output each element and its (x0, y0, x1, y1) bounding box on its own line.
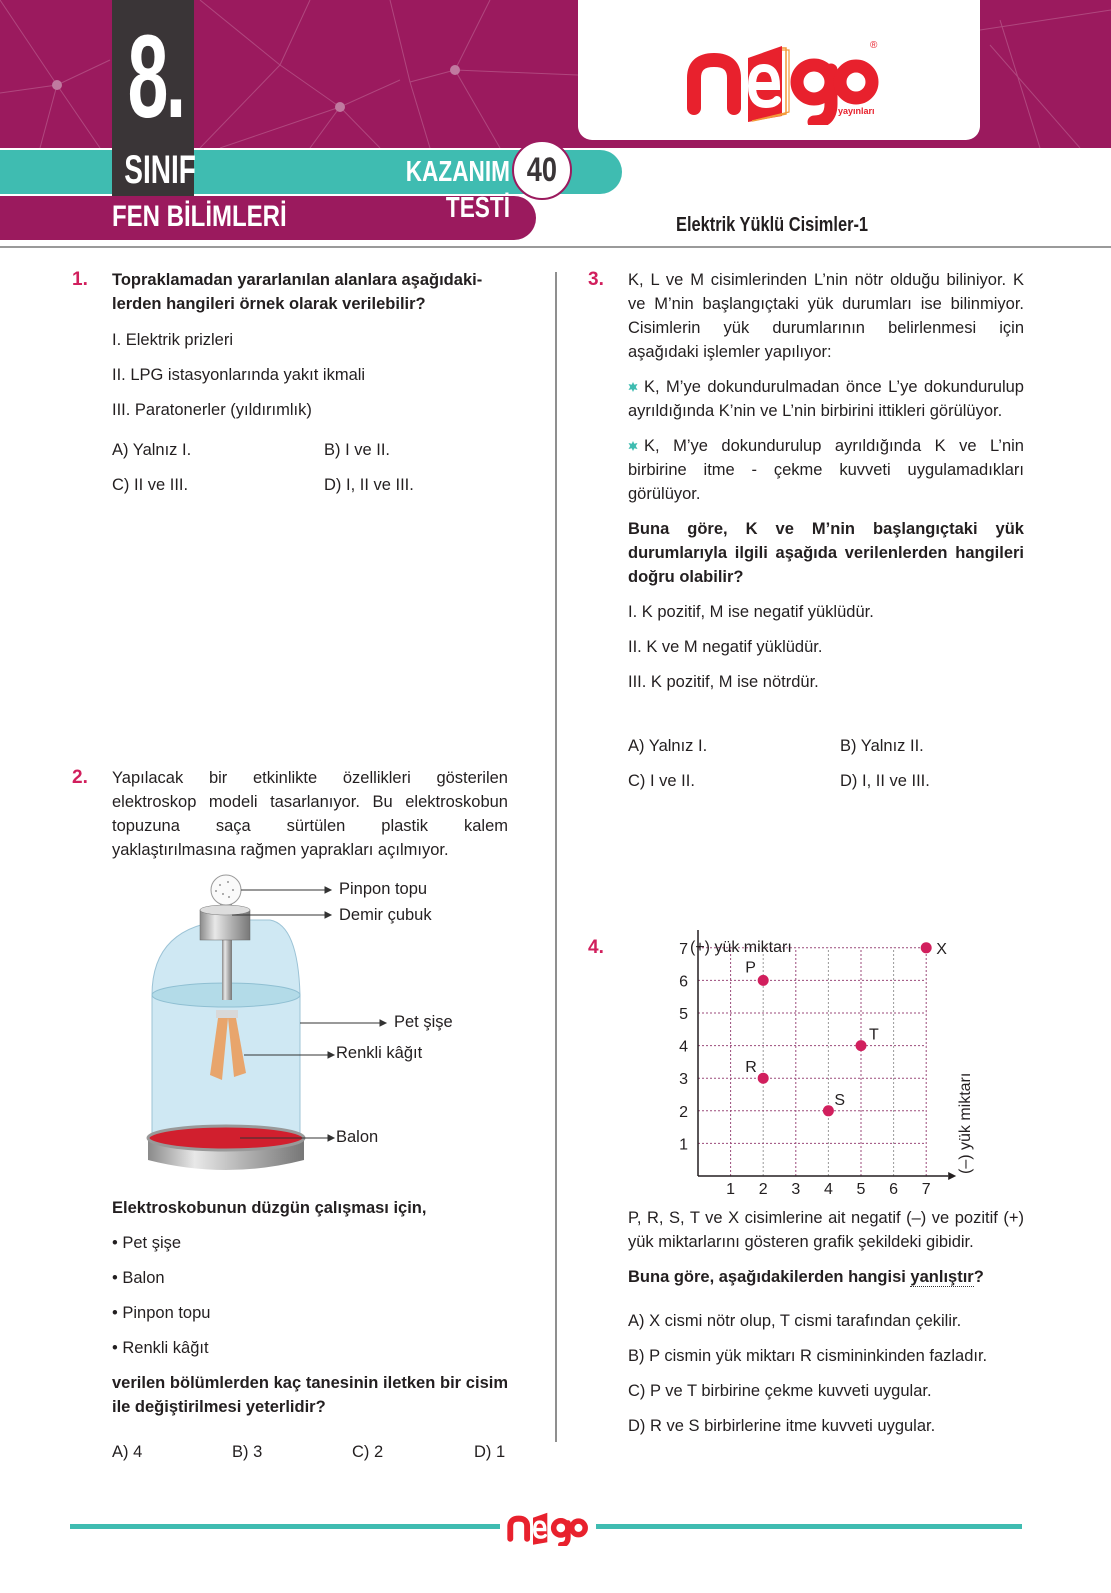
question-stem-line: Topraklamadan yararlanılan alanlara aşağıdaki- (112, 271, 483, 289)
y-tick-label: 1 (679, 1136, 688, 1154)
bullet-item: • Balon (112, 1269, 165, 1287)
y-axis-label: (+) yük miktarı (690, 939, 792, 956)
star-bullet-icon (628, 441, 638, 451)
step-item: K, M’ye dokundurulmadan önce L’ye dokundurulup ayrıldığında K’nin ve L’nin birbirini ittikleri görülüyor. (628, 378, 1024, 420)
grade-badge (112, 0, 194, 196)
bullet-item: • Renkli kâğıt (112, 1339, 209, 1357)
x-tick-label: 5 (856, 1181, 866, 1195)
x-tick-label: 1 (726, 1181, 736, 1195)
question-text: Buna göre, aşağıdakilerden hangisi yanlıştır? (628, 1268, 984, 1286)
statement-item: III. K pozitif, M ise nötrdür. (628, 673, 819, 691)
question-stem: Yapılacak bir etkinlikte özellikleri gösterilen elektroskop modeli tasarlanıyor. Bu elektroskobun topuzuna saça sürtülen plastik kalem yaklaştırılmasına rağmen yaprakları açılmıyor. (112, 769, 508, 859)
bullet-item: • Pinpon topu (112, 1304, 211, 1322)
data-point-label: R (745, 1059, 757, 1077)
question-number: 2. (72, 767, 88, 788)
statement-item: II. LPG istasyonlarında yakıt ikmali (112, 366, 366, 384)
charge-chart (660, 930, 1000, 1195)
subject-title: FEN BİLİMLERİ (112, 200, 287, 233)
y-tick-label: 7 (679, 940, 688, 958)
data-point-x (921, 942, 932, 953)
data-point-label: S (834, 1091, 846, 1109)
data-point-t (856, 1040, 867, 1051)
x-axis-arrow-icon (948, 1172, 956, 1180)
x-axis-label: (–) yük miktarı (957, 1072, 975, 1174)
y-tick-label: 6 (679, 973, 688, 991)
question-lead: Elektroskobunun düzgün çalışması için, (112, 1199, 427, 1217)
y-tick-label: 3 (679, 1071, 688, 1089)
question-text: Buna göre, K ve M’nin başlangıçtaki yük durumlarıyla ilgili aşağıda verilenlerden hangileri doğru olabilir? (628, 520, 1024, 586)
answer-option-c[interactable]: C) 2 (352, 1443, 384, 1461)
question-stem: K, L ve M cisimlerinden L’nin nötr olduğu biliniyor. K ve M’nin başlangıçtaki yük durumları ise bilinmiyor. Cisimlerin yük durumlarının belirlenmesi için aşağıdaki işlemler yapılıyor: (628, 271, 1024, 361)
grade-label: SINIF (124, 148, 196, 192)
answer-option-a[interactable]: A) 4 (112, 1443, 143, 1461)
statement-item: I. K pozitif, M ise negatif yüklüdür. (628, 603, 874, 621)
emphasis-word: yanlıştır (910, 1268, 974, 1286)
step-item: K, M’ye dokundurulup ayrıldığında K ve L’nin birbirine itme - çekme kuvveti uygulamadıkları görülüyor. (628, 437, 1024, 503)
electroscope-diagram (130, 870, 480, 1190)
star-bullet-icon (628, 382, 638, 392)
x-tick-label: 4 (823, 1181, 833, 1195)
statement-item: I. Elektrik prizleri (112, 331, 234, 349)
bullet-item: • Pet şişe (112, 1234, 182, 1252)
footer-line-right (596, 1524, 1022, 1529)
x-tick-label: 2 (758, 1181, 768, 1195)
grade-number: 8. (127, 11, 184, 143)
data-point-s (823, 1105, 834, 1116)
question-description: P, R, S, T ve X cisimlerine ait negatif (–) ve pozitif (+) yük miktarlarını gösteren grafik şekildeki gibidir. (628, 1209, 1024, 1251)
diagram-label-paper: Renkli kâğıt (336, 1044, 423, 1062)
test-title: KAZANIM TESTİ (405, 156, 510, 224)
chart-points (745, 941, 947, 1117)
data-point-label: X (936, 940, 947, 958)
test-number-badge (512, 140, 572, 200)
x-tick-label: 7 (921, 1181, 931, 1195)
question-number: 3. (588, 269, 604, 290)
brand-logo-card (578, 0, 980, 140)
question-number: 4. (588, 937, 604, 958)
x-tick-label: 6 (889, 1181, 899, 1195)
question-stem-line: lerden hangileri örnek olarak verilebilir? (112, 295, 426, 313)
diagram-label-bottle: Pet şişe (394, 1013, 453, 1031)
y-tick-label: 4 (679, 1038, 688, 1056)
test-number: 40 (526, 150, 558, 189)
svg-text:yayınları: yayınları (838, 106, 875, 116)
answer-option-d[interactable]: D) I, II ve III. (840, 772, 930, 790)
y-tick-label: 2 (679, 1103, 688, 1121)
question-4-body (628, 1206, 1024, 1438)
answer-option-b[interactable]: B) Yalnız II. (840, 737, 924, 755)
question-number: 1. (72, 269, 88, 290)
answer-option-d[interactable]: D) R ve S birbirlerine itme kuvveti uygular. (628, 1417, 936, 1435)
footer-line-left (70, 1524, 500, 1529)
answer-option-b[interactable]: B) P cismin yük miktarı R cismininkinden fazladır. (628, 1347, 988, 1365)
diagram-label-pinpon: Pinpon topu (339, 880, 428, 898)
answer-option-b[interactable]: B) I ve II. (324, 441, 391, 459)
chart-grid (698, 948, 926, 1176)
answer-option-a[interactable]: A) X cismi nötr olup, T cismi tarafından çekilir. (628, 1312, 962, 1330)
header-divider (0, 246, 1111, 248)
chart-axes (694, 930, 956, 1180)
diagram-label-balloon: Balon (336, 1128, 379, 1146)
answer-option-a[interactable]: A) Yalnız I. (628, 737, 708, 755)
answer-option-d[interactable]: D) I, II ve III. (324, 476, 414, 494)
question-2-options (112, 1440, 512, 1464)
column-divider (555, 272, 557, 1442)
statement-item: II. K ve M negatif yüklüdür. (628, 638, 823, 656)
data-point-r (758, 1073, 769, 1084)
data-point-p (758, 975, 769, 986)
answer-option-b[interactable]: B) 3 (232, 1443, 263, 1461)
answer-option-d[interactable]: D) 1 (474, 1443, 506, 1461)
diagram-label-rod: Demir çubuk (339, 906, 432, 924)
svg-text:®: ® (870, 40, 878, 51)
question-2-prompt (112, 1196, 512, 1419)
answer-option-c[interactable]: C) II ve III. (112, 476, 189, 494)
question-text: verilen bölümlerden kaç tanesinin iletken bir cisim ile değiştirilmesi yeterlidir? (112, 1374, 508, 1416)
answer-option-c[interactable]: C) I ve II. (628, 772, 695, 790)
charge-scatter-chart (660, 930, 1000, 1195)
answer-option-c[interactable]: C) P ve T birbirine çekme kuvveti uygular. (628, 1382, 932, 1400)
topic-title: Elektrik Yüklü Cisimler-1 (676, 214, 869, 236)
answer-option-a[interactable]: A) Yalnız I. (112, 441, 192, 459)
statement-item: III. Paratonerler (yıldırımlık) (112, 401, 312, 419)
x-tick-label: 3 (791, 1181, 801, 1195)
data-point-label: P (745, 959, 756, 977)
chart-ticks (679, 941, 931, 1195)
nego-logo-icon (686, 30, 886, 125)
data-point-label: T (869, 1026, 879, 1044)
y-tick-label: 5 (679, 1006, 688, 1023)
footer-nego-logo-icon (506, 1506, 592, 1546)
